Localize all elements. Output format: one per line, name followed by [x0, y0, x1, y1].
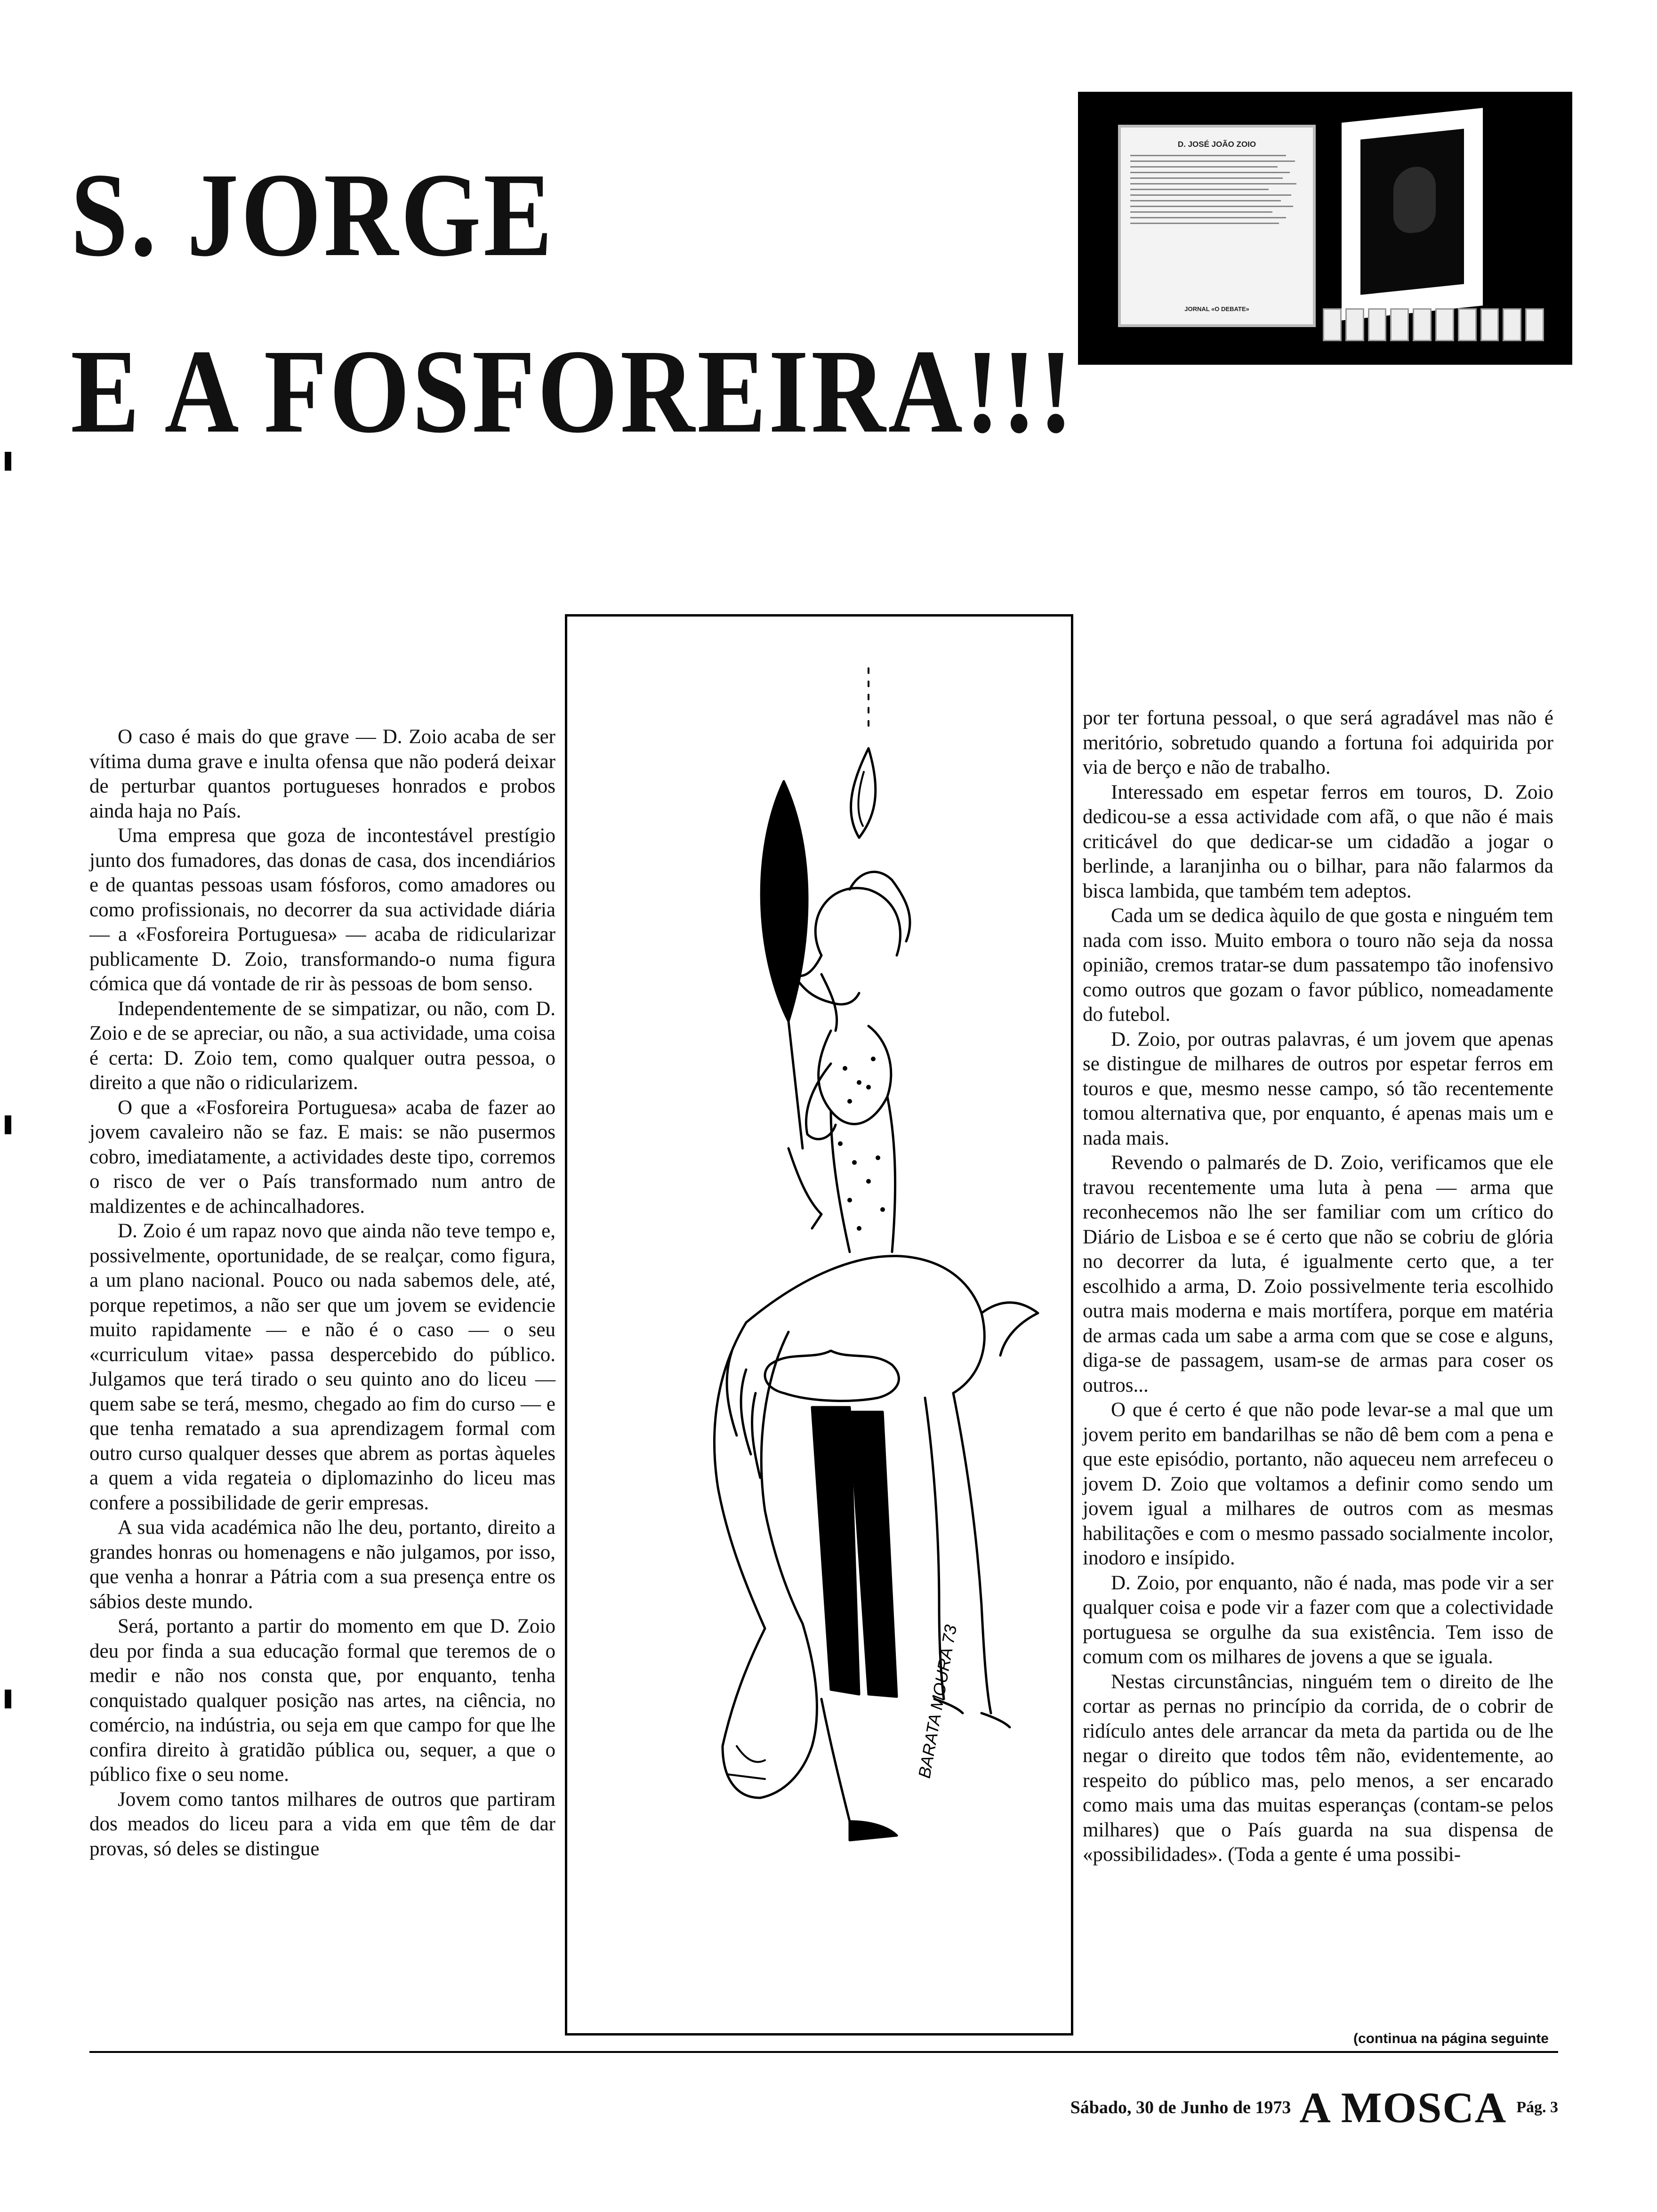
- article-paragraph: O que a «Fosforeira Portuguesa» acaba de fazer ao jovem cavaleiro não se faz. E mais: se não pusermos cobro, imediatamente, a actividades deste tipo, corremos o risco de ver o País transformado num antro de maldizentes e de achincalhadores.: [89, 1096, 555, 1218]
- article-paragraph: O caso é mais do que grave — D. Zoio acaba de ser vítima duma grave e inulta ofensa que não poderá deixar de perturbar quantos portugueses honrados e probos ainda haja no País.: [89, 726, 555, 822]
- article-paragraph: por ter fortuna pessoal, o que será agradável mas não é meritório, sobretudo quando a fortuna foi adquirida por via de berço e não de trabalho.: [1083, 707, 1553, 778]
- continued-note: (continua na página seguinte: [1353, 2031, 1549, 2046]
- matchbox-photo: [1078, 92, 1572, 365]
- article-paragraph: Jovem como tantos milhares de outros que partiram dos meados do liceu para a vida em que têm de dar provas, só deles se distingue: [89, 1788, 555, 1860]
- article-paragraph: D. Zoio, por enquanto, não é nada, mas pode vir a ser qualquer coisa e pode vir a fazer com que a colectividade portuguesa se orgulhe da sua existência. Tem isso de comum com os milhares de jovens a que se iguala.: [1083, 1571, 1553, 1668]
- portrait-head-silhouette: [1393, 165, 1436, 235]
- page-footer: [1070, 2083, 1558, 2132]
- article-paragraph: O que é certo é que não pode levar-se a mal que um jovem perito em bandarilhas se não dê bem com a pena e que este episódio, portanto, não aqueceu nem arrefeceu o jovem D. Zoio que voltamos a definir como sendo um jovem igual a milhares de outros com as mesmas habilitações e com o mesmo passado socialmente incolor, inodoro e insípido.: [1083, 1399, 1553, 1569]
- article-paragraph: D. Zoio é um rapaz novo que ainda não teve tempo e, possivelmente, oportunidade, de se realçar, como figura, a um plano nacional. Pouco ou nada sabemos dele, até, porque repetimos, a não ser que um jovem se evidencie muito rapidamente — e não é o caso — o seu «curriculum vitae» passa despercebido do público. Julgamos que terá tirado o seu quinto ano do liceu — quem sabe se terá, mesmo, chegado ao fim do curso — e que tenha rematado a sua aprendizagem formal com outro curso qualquer desses que abrem as portas àqueles a quem a vida regateia o diplomazinho do liceu mas confere a possibilidade de gerir empresas.: [89, 1220, 555, 1514]
- margin-mark: [5, 1690, 11, 1708]
- photo-card-text-lines: [1130, 155, 1303, 224]
- article-paragraph: Revendo o palmarés de D. Zoio, verificamos que ele travou recentemente uma luta à pena — arma que reconhecemos não lhe ser familiar com um crítico do Diário de Lisboa e se é certo que não se cobriu de glória no decorrer da luta, é igualmente certo que, a ter escolhido a arma, D. Zoio possivelmente teria escolhido outra mais moderna e mais mortífera, porque em matéria de armas cada um sabe a arma com que se cose e alguns, diga-se de passagem, usam-se de armas para coser os outros...: [1083, 1152, 1553, 1396]
- article-paragraph: Interessado em espetar ferros em touros, D. Zoio dedicou-se a essa actividade com afã, o que não é mais criticável do que dedicar-se um cidadão a jogar o berlinde, a laranjinha ou o bilhar, para não falarmos da bisca lambida, que também tem adeptos.: [1083, 781, 1553, 902]
- headline-line-1: S. JORGE: [71, 149, 555, 281]
- headline: [71, 127, 1076, 480]
- article-paragraph: Será, portanto a partir do momento em que D. Zoio deu por finda a sua educação formal que teremos de o medir e não nos consta que, por enquanto, tenha conquistado qualquer posição nas artes, na ciência, no comércio, na indústria, ou seja em que campo for que lhe confira direito à gratidão pública ou, sequer, a que o público fixe o seu nome.: [89, 1615, 555, 1786]
- article-paragraph: Cada um se dedica àquilo de que gosta e ninguém tem nada com isso. Muito embora o touro não seja da nossa opinião, cremos tratar-se dum passatempo tão inofensivo como outros que gozam o favor público, nomeadamente do futebol.: [1083, 905, 1553, 1026]
- photo-card-name: D. JOSÉ JOÃO ZOIO: [1177, 140, 1256, 149]
- knight-on-horse-drawing: [567, 617, 1071, 2033]
- issue-date: Sábado, 30 de Junho de 1973: [1070, 2098, 1291, 2117]
- photo-portrait-frame: [1342, 108, 1483, 321]
- matches-row: [1323, 308, 1544, 341]
- article-right-column: [1083, 706, 1553, 1867]
- photo-card: [1118, 125, 1316, 327]
- article-left-column: [89, 725, 555, 1861]
- page-number: Pág. 3: [1516, 2099, 1558, 2116]
- footer-rule: [89, 2051, 1558, 2053]
- article-paragraph: Uma empresa que goza de incontestável prestígio junto dos fumadores, das donas de casa, dos incendiários e de quantas pessoas usam fósforos, como amadores ou como profissionais, no decorrer da sua actividade diária — a «Fosforeira Portuguesa» — acaba de ridicularizar publicamente D. Zoio, transformando-o numa figura cómica que dá vontade de rir às pessoas de bom senso.: [89, 825, 555, 995]
- headline-line-2: E A FOSFOREIRA!!!: [71, 325, 1076, 458]
- article-paragraph: Independentemente de se simpatizar, ou não, com D. Zoio e de se apreciar, ou não, a sua actividade, uma coisa é certa: D. Zoio tem, como qualquer outra pessoa, o direito a que não o ridicularizem.: [89, 997, 555, 1094]
- caricature-illustration: [565, 614, 1073, 2036]
- margin-mark: [5, 452, 11, 471]
- article-paragraph: A sua vida académica não lhe deu, portanto, direito a grandes honras ou homenagens e não julgamos, por isso, que venha a honrar a Pátria com a sua presença entre os sábios deste mundo.: [89, 1516, 555, 1613]
- article-paragraph: Nestas circunstâncias, ninguém tem o direito de lhe cortar as pernas no princípio da corrida, de o cobrir de ridículo antes dele arrancar da meta da partida ou de lhe negar o direito que todos têm não, evidentemente, ao respeito do público mas, pelo menos, a ser encarado como mais uma das muitas esperanças (contam-se pelos milhares) que o País guarda na sua dispensa de «possibilidades». (Toda a gente é uma possibi-: [1083, 1670, 1553, 1866]
- illustration-signature: BARATA MOURA 73: [914, 1623, 961, 1780]
- margin-mark: [5, 1115, 11, 1134]
- newspaper-masthead: A MOSCA: [1299, 2084, 1507, 2132]
- article-paragraph: D. Zoio, por outras palavras, é um jovem que apenas se distingue de milhares de outros por espetar ferros em touros e que, mesmo nesse campo, só tão recentemente tomou alternativa que, por enquanto, é apenas mais um e nada mais.: [1083, 1028, 1553, 1149]
- photo-card-footer: JORNAL «O DEBATE»: [1184, 305, 1249, 313]
